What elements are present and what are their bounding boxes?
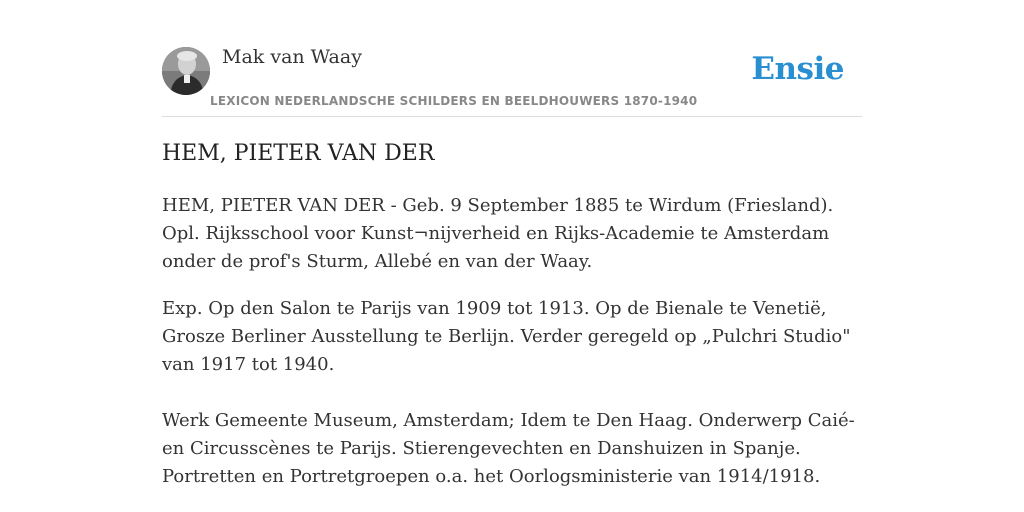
source-title[interactable]: LEXICON NEDERLANDSCHE SCHILDERS EN BEELDHOUWERS 1870-1940 [210,94,698,108]
article-title: HEM, PIETER VAN DER [162,141,435,166]
page-header [162,44,862,117]
ensie-logo[interactable]: Ensie [751,51,844,87]
article-paragraph-3: Werk Gemeente Museum, Amsterdam; Idem te Den Haag. Onderwerp Caié- en Circusscènes te Parijs. Stierengevechten en Danshuizen in Spanje. Portretten en Portretgroepen o.a. het Oorlogsministerie van 1914/1918. [162,410,855,487]
author-name[interactable]: Mak van Waay [222,46,362,68]
portrait-image [162,47,210,95]
article-paragraph-2: Exp. Op den Salon te Parijs van 1909 tot 1913. Op de Bienale te Venetië, Grosze Berliner Ausstellung te Berlijn. Verder geregeld op „Pulchri Studio" van 1917 tot 1940. [162,298,851,375]
article-paragraph-1: HEM, PIETER VAN DER - Geb. 9 September 1885 te Wirdum (Friesland). Opl. Rijksschool voor Kunst¬nijverheid en Rijks-Academie te Amsterdam onder de prof's Sturm, Allebé en van der Waay. [162,195,834,272]
author-avatar[interactable] [162,47,210,95]
